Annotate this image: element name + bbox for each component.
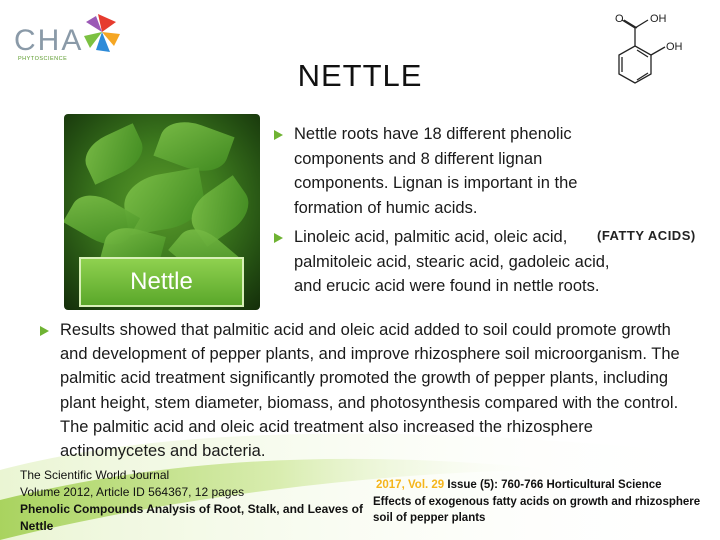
page-title: NETTLE bbox=[297, 58, 423, 93]
bullet-text: Linoleic acid, palmitic acid, oleic acid, palmitoleic acid, stearic acid, gadoleic acid, and erucic acid were found in nettle roots. bbox=[294, 228, 610, 295]
molecule-label-acid-oh: OH bbox=[650, 13, 667, 25]
reference-issue: Issue (5): 760-766 Horticultural Science bbox=[447, 479, 662, 491]
bullet-text: Nettle roots have 18 different phenolic components and 8 different lignan components. Lignan is important in the formation of humic acids. bbox=[294, 125, 578, 217]
bullet-arrow-icon bbox=[274, 233, 283, 243]
logo-star-icon bbox=[84, 14, 120, 52]
bullet-arrow-icon bbox=[274, 130, 283, 140]
nettle-label: Nettle bbox=[79, 257, 244, 307]
main-bullet-list bbox=[40, 318, 700, 463]
molecule-label-o: O bbox=[615, 13, 624, 25]
list-item bbox=[274, 225, 619, 299]
reference-journal: The Scientific World Journal bbox=[20, 468, 170, 482]
top-bullet-list bbox=[274, 122, 619, 304]
bullet-arrow-icon bbox=[40, 326, 49, 336]
fatty-acids-tag: (FATTY ACIDS) bbox=[597, 228, 696, 243]
reference-paper-title: Phenolic Compounds Analysis of Root, Stalk, and Leaves of Nettle bbox=[20, 502, 363, 533]
list-item bbox=[40, 318, 700, 463]
logo-text: CHA bbox=[14, 24, 84, 57]
reference-left bbox=[20, 467, 365, 535]
salicylic-acid-structure-icon bbox=[605, 6, 697, 102]
list-item bbox=[274, 122, 619, 220]
logo-subtext: PHYTOSCIENCE bbox=[18, 56, 68, 62]
reference-volume-year: 2017, Vol. 29 bbox=[376, 479, 445, 491]
reference-right-citation bbox=[376, 479, 662, 491]
reference-right-title: Effects of exogenous fatty acids on growth and rhizosphere soil of pepper plants bbox=[373, 496, 701, 524]
molecule-label-hydroxyl-oh: OH bbox=[666, 41, 683, 53]
reference-volume: Volume 2012, Article ID 564367, 12 pages bbox=[20, 485, 245, 499]
bullet-text: Results showed that palmitic acid and oleic acid added to soil could promote growth and development of pepper plants, and improve rhizosphere soil microorganism. The palmitic acid treatment significantly promoted the growth of pepper plants, including plant height, stem diameter, biomass, and photosynthesis compared with the control. The palmitic acid and oleic acid treatment also increased the rhizosphere actinomycetes and bacteria. bbox=[60, 321, 680, 461]
